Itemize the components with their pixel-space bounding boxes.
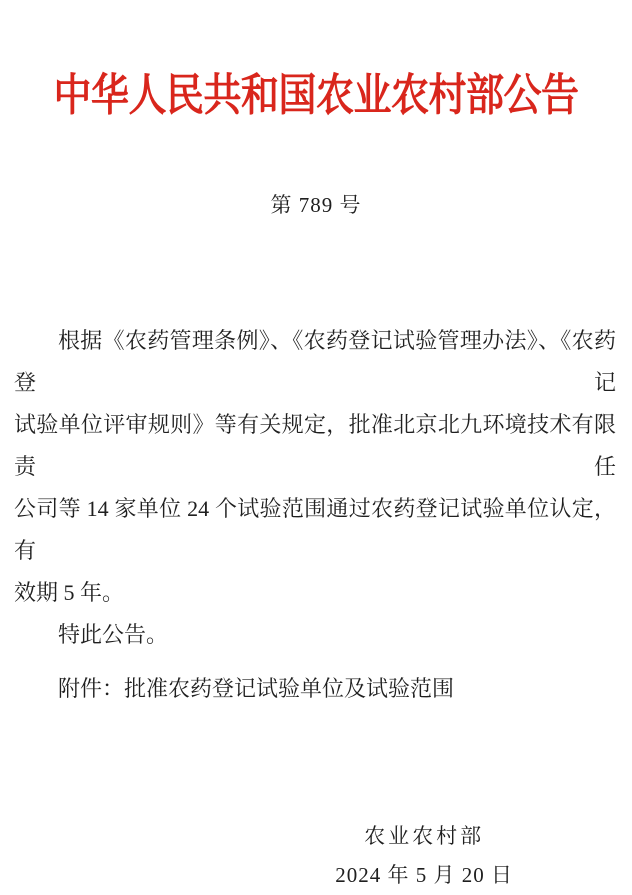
body-line: 根据《农药管理条例》、《农药登记试验管理办法》、《农药登记 — [14, 328, 616, 395]
issue-date: 2024 年 5 月 20 日 — [335, 863, 513, 887]
title-row — [0, 0, 632, 120]
body-line: 公司等 14 家单位 24 个试验范围通过农药登记试验单位认定，有 — [14, 496, 616, 563]
signature-block — [335, 817, 513, 895]
issuer-name: 农业农村部 — [364, 824, 485, 848]
page-title: 中华人民共和国农业农村部公告 — [53, 71, 579, 121]
body-line: 试验单位评审规则》等有关规定，批准北京北九环境技术有限责任 — [14, 412, 616, 479]
closing-line: 特此公告。 — [58, 622, 169, 647]
body-line: 效期 5 年。 — [14, 580, 125, 605]
body-text — [0, 320, 632, 656]
document-number: 第 789 号 — [270, 193, 362, 217]
attachment-line: 附件：批准农药登记试验单位及试验范围 — [58, 676, 455, 701]
